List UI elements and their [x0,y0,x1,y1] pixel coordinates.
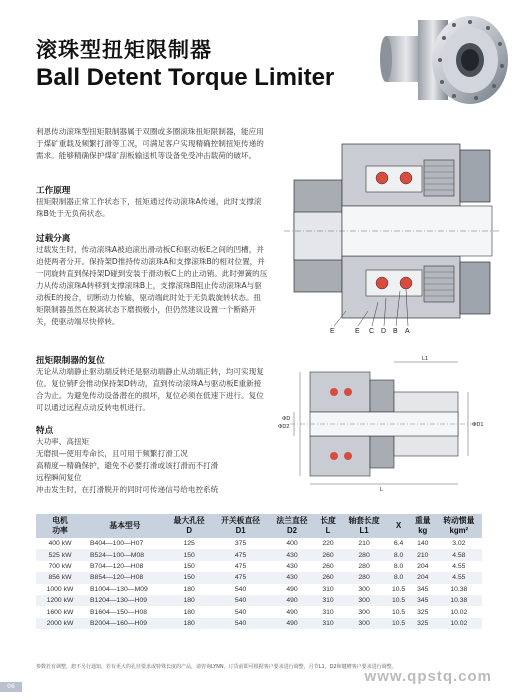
dim-label: L [380,487,384,492]
table-cell: 345 [417,585,429,593]
section-working-principle [36,184,268,220]
table-cell: 150 [166,549,212,560]
features-title: 特点 [36,426,54,436]
table-cell: 180 [183,585,195,593]
table-cell: 180 [183,608,195,616]
table-cell: 475 [234,562,247,570]
table-cell: 300 [358,608,370,616]
table-header-row [36,514,482,538]
table-cell: 10.5 [387,595,410,606]
table-cell: 1200 kW [36,595,84,606]
dim-label: ΦD1 [472,422,484,428]
table-cell: 10.38 [436,595,482,606]
table-cell: 260 [322,562,334,570]
table-cell: 400 kW [48,540,72,548]
table-cell: 280 [341,549,387,560]
header-length: 长度 L [315,514,341,538]
table-row [36,538,482,549]
table-cell: B404—100—H07 [90,540,144,548]
table-cell: 430 [269,549,315,560]
table-cell: 310 [322,608,334,616]
title-english: Ball Detent Torque Limiter [36,64,335,91]
diagram-label: E [355,328,360,334]
table-cell: 150 [183,562,195,570]
header-model: 基本型号 [84,514,166,538]
diagram-label: A [405,328,410,334]
table-row [36,606,482,617]
table-cell: 540 [234,608,247,616]
table-cell: 1600 kW [46,608,74,616]
table-cell: B1204—130—H09 [84,595,166,606]
page-number: 06 [0,682,22,692]
table-cell: 8.0 [387,572,410,583]
table-cell: 375 [234,540,247,548]
table-row [36,549,482,560]
table-cell: 475 [212,572,269,583]
table-cell: 3.02 [452,540,466,548]
table-cell: 210 [410,549,436,560]
table-cell: 8.0 [393,562,404,570]
table-cell: 10.02 [436,618,482,629]
table-row [36,572,482,583]
table-cell: 280 [358,562,370,570]
table-cell: 540 [212,618,269,629]
table-cell: 4.58 [436,549,482,560]
intro-paragraph: 利恩传动滚珠型扭矩限制器属于双圈或多圈滚珠扭矩限制器，能应用于煤矿重载及频繁打滑等工况，可满足客户实现精确控制扭矩传递的需求。能够精确保护煤矿刮板输送机等设备免受冲击载荷的破坏。 [36,127,264,160]
table-cell: 10.5 [387,618,410,629]
table-cell: 345 [410,595,436,606]
table-cell: 856 kW [36,572,84,583]
dim-label: L1 [422,356,429,362]
header-d1: 开关板直径 D1 [212,514,269,538]
table-cell: 490 [269,595,315,606]
diagram-label: B [393,328,398,334]
table-cell: 260 [315,549,341,560]
table-cell: 525 kW [36,549,84,560]
table-cell: 325 [417,608,429,616]
table-cell: 700 kW [48,562,72,570]
watermark: www.qpstq.com [364,668,492,685]
table-cell: 2000 kW [36,618,84,629]
diagram-label: C [369,328,375,334]
header-power: 电机 功率 [36,514,84,538]
table-row [36,584,482,595]
table-cell: 310 [315,618,341,629]
table-cell: 490 [269,618,315,629]
table-cell: B1604—150—H08 [90,608,148,616]
table-cell: 490 [286,608,298,616]
section-title: 工作原理 [36,186,71,196]
header-x: X [387,514,410,538]
section-body: 扭矩限制器正常工作状态下，扭矩通过传动滚珠A传递，此时支撑滚珠B处于无负荷状态。 [36,197,262,218]
table-cell: 204 [417,562,429,570]
table-cell: 10.5 [391,608,406,616]
table-cell: 280 [341,572,387,583]
table-cell: 150 [166,572,212,583]
table-cell: 125 [183,540,195,548]
table-cell: 430 [269,572,315,583]
table-cell: 10.5 [391,585,406,593]
feature-item: 高精度—精确保护，避免不必要打滑或该打滑而不打滑 [36,461,219,470]
section-overload [36,232,268,328]
section-body: 过载发生时，传动滚珠A被迫滚出滑动板C和驱动板E之间的凹槽，并迫使两者分开。保持架D推持传动滚珠A和支撑滚珠B的相对位置，并一同旋转直到保持架D碰到安装于滑动板C上的止动销。此时弹簧的压力从传动滚珠A转移到支撑滚珠B上，支撑滚珠B阻止传动滚珠A与驱动板E的接合，切断动力传输，驱动端此时处于无负载旋转状态。扭矩限制器虽然在脱离状态下磨损极小，但仍然建议设置一个断路开关，使驱动端尽快停转。 [36,245,268,326]
feature-item: 大功率、高扭矩 [36,437,90,446]
table-cell: 4.55 [436,572,482,583]
section-title: 扭矩限制器的复位 [36,356,105,366]
spec-table [36,514,482,629]
table-cell: 400 [286,540,298,548]
table-cell: 180 [166,618,212,629]
table-cell: 540 [234,585,247,593]
table-cell: 300 [341,595,387,606]
section-title: 过载分离 [36,234,71,244]
table-cell: 210 [358,540,370,548]
table-cell: 325 [410,618,436,629]
table-cell: B704—120—H08 [90,562,144,570]
diagram-label: D [381,328,387,334]
table-cell: 310 [322,585,334,593]
header-inertia: 转动惯量 kgm² [436,514,482,538]
header-weight: 重量 kg [410,514,436,538]
section-reset [36,354,268,414]
table-cell: 260 [315,572,341,583]
footnote: 参数若有调整，恕不另行通知，若有更大的孔径要求或特殊长度的产品，请咨询LYNN，订货前即可根据客户要求进行调整，月节L1，D2和键槽客户要求进行调整。 [36,664,397,670]
dim-label: ΦD2 [278,424,290,430]
feature-item: 无磨损—使用寿命长，且可用于频繁打滑工况 [36,449,188,458]
table-cell: 1000 kW [46,585,74,593]
table-cell: 310 [315,595,341,606]
table-cell: 490 [286,585,298,593]
table-cell: 300 [341,618,387,629]
table-cell: B1004—130—M09 [90,585,148,593]
header-l1: 轴套长度 L1 [341,514,387,538]
title-chinese: 滚珠型扭矩限制器 [36,38,212,62]
table-cell: 180 [166,595,212,606]
dimension-drawing [270,352,506,492]
feature-item: 远程瞬间复位 [36,473,82,482]
table-cell: B524—100—M08 [84,549,166,560]
cross-section-drawing [274,126,510,334]
table-row [36,618,482,629]
dim-label: ΦD [282,416,291,422]
table-cell: 475 [212,549,269,560]
features-block [36,424,268,496]
diagram-label: E [330,328,335,334]
table-cell: 430 [286,562,298,570]
table-cell: 540 [212,595,269,606]
table-cell: 204 [410,572,436,583]
table-row [36,595,482,606]
table-cell: 140 [417,540,429,548]
feature-item: 冲击发生时，在打滑脱开的同时可传递信号给电控系统 [36,485,219,494]
table-cell: B2004—160—H09 [84,618,166,629]
table-row [36,561,482,572]
product-photo [378,8,512,110]
table-cell: B854—120—H08 [84,572,166,583]
section-body: 无论从动端静止驱动端反转还是驱动端静止从动端正转，均可实现复位。复位销F会推动保持架D转动，直到传动滚珠A与驱动板E重新接合为止。为避免传动设备潜在的损坏，复位必须在低速下进行。复位可以通过远程点动反转电机进行。 [36,367,264,412]
table-cell: 10.38 [450,585,468,593]
table-cell: 10.02 [450,608,468,616]
table-cell: 8.0 [387,549,410,560]
table-cell: 6.4 [393,540,404,548]
table-cell: 300 [358,585,370,593]
header-bore: 最大孔径 D [166,514,212,538]
table-cell: 220 [322,540,334,548]
table-cell: 4.55 [452,562,466,570]
header-d2: 法兰直径 D2 [269,514,315,538]
